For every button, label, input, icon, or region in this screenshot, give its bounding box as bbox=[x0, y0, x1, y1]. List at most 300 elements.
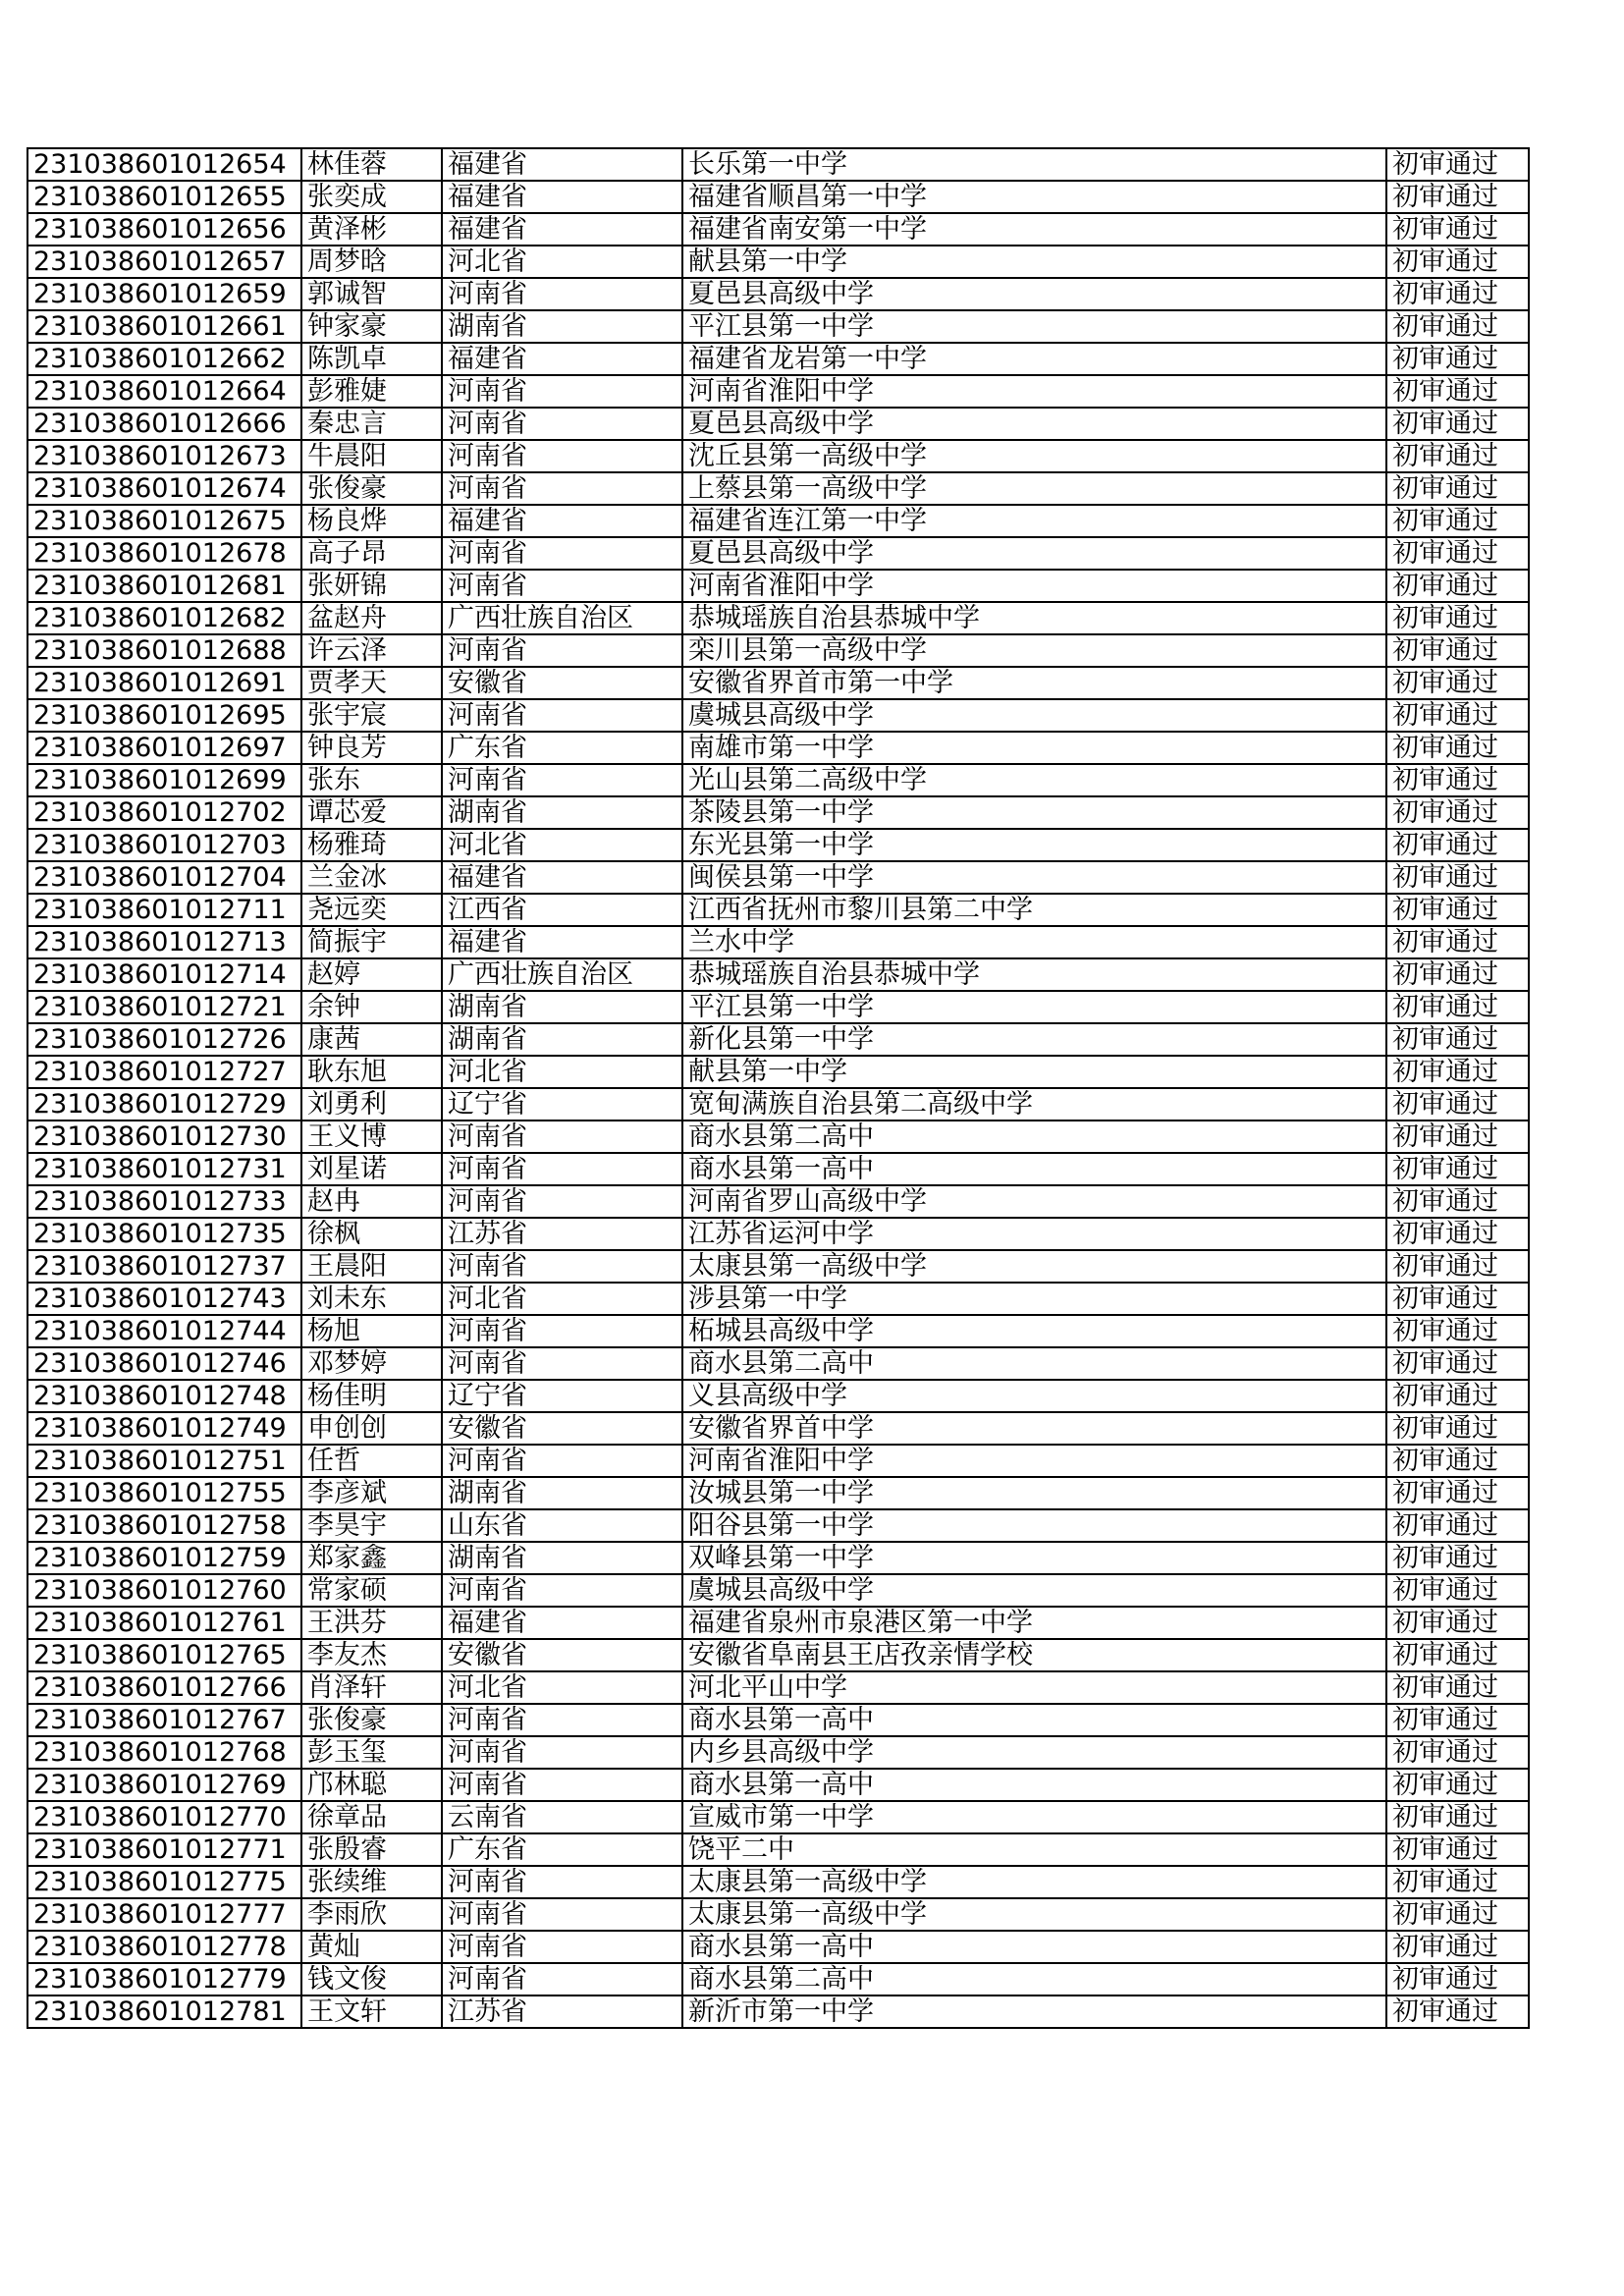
id-cell: 231038601012704 bbox=[27, 861, 301, 894]
id-cell: 231038601012775 bbox=[27, 1866, 301, 1898]
school-cell: 涉县第一中学 bbox=[682, 1283, 1386, 1315]
province-cell: 广西壮族自治区 bbox=[442, 602, 682, 634]
province-cell: 河北省 bbox=[442, 1671, 682, 1704]
school-cell: 长乐第一中学 bbox=[682, 148, 1386, 181]
province-cell: 河南省 bbox=[442, 1866, 682, 1898]
status-cell: 初审通过 bbox=[1386, 1056, 1529, 1088]
province-cell: 江苏省 bbox=[442, 1995, 682, 2028]
status-cell: 初审通过 bbox=[1386, 1412, 1529, 1445]
school-cell: 虞城县高级中学 bbox=[682, 1574, 1386, 1607]
id-cell: 231038601012655 bbox=[27, 181, 301, 213]
name-cell: 黄灿 bbox=[301, 1931, 442, 1963]
name-cell: 张殷睿 bbox=[301, 1833, 442, 1866]
school-cell: 柘城县高级中学 bbox=[682, 1315, 1386, 1347]
table-row bbox=[27, 570, 1529, 602]
province-cell: 河北省 bbox=[442, 829, 682, 861]
school-cell: 福建省泉州市泉港区第一中学 bbox=[682, 1607, 1386, 1639]
school-cell: 上蔡县第一高级中学 bbox=[682, 472, 1386, 505]
status-cell: 初审通过 bbox=[1386, 278, 1529, 310]
table-row bbox=[27, 1477, 1529, 1509]
status-cell: 初审通过 bbox=[1386, 1023, 1529, 1056]
status-cell: 初审通过 bbox=[1386, 246, 1529, 278]
id-cell: 231038601012770 bbox=[27, 1801, 301, 1833]
table-row bbox=[27, 1380, 1529, 1412]
table-row bbox=[27, 408, 1529, 440]
province-cell: 河南省 bbox=[442, 375, 682, 408]
status-cell: 初审通过 bbox=[1386, 1121, 1529, 1153]
table-row bbox=[27, 1542, 1529, 1574]
school-cell: 东光县第一中学 bbox=[682, 829, 1386, 861]
table-row bbox=[27, 1833, 1529, 1866]
name-cell: 王文轩 bbox=[301, 1995, 442, 2028]
school-cell: 兰水中学 bbox=[682, 926, 1386, 958]
id-cell: 231038601012751 bbox=[27, 1445, 301, 1477]
school-cell: 河南省淮阳中学 bbox=[682, 1445, 1386, 1477]
province-cell: 福建省 bbox=[442, 1607, 682, 1639]
id-cell: 231038601012673 bbox=[27, 440, 301, 472]
id-cell: 231038601012781 bbox=[27, 1995, 301, 2028]
table-row bbox=[27, 1866, 1529, 1898]
table-row bbox=[27, 213, 1529, 246]
name-cell: 秦忠言 bbox=[301, 408, 442, 440]
name-cell: 刘星诺 bbox=[301, 1153, 442, 1185]
province-cell: 山东省 bbox=[442, 1509, 682, 1542]
id-cell: 231038601012697 bbox=[27, 732, 301, 764]
name-cell: 张奕成 bbox=[301, 181, 442, 213]
name-cell: 许云泽 bbox=[301, 634, 442, 667]
status-cell: 初审通过 bbox=[1386, 472, 1529, 505]
province-cell: 河南省 bbox=[442, 1574, 682, 1607]
province-cell: 湖南省 bbox=[442, 310, 682, 343]
name-cell: 贾孝天 bbox=[301, 667, 442, 699]
school-cell: 饶平二中 bbox=[682, 1833, 1386, 1866]
name-cell: 郑家鑫 bbox=[301, 1542, 442, 1574]
roster-table-body bbox=[27, 148, 1529, 2028]
status-cell: 初审通过 bbox=[1386, 1769, 1529, 1801]
province-cell: 河南省 bbox=[442, 1315, 682, 1347]
province-cell: 河南省 bbox=[442, 1736, 682, 1769]
status-cell: 初审通过 bbox=[1386, 991, 1529, 1023]
table-row bbox=[27, 1185, 1529, 1218]
table-row bbox=[27, 602, 1529, 634]
school-cell: 双峰县第一中学 bbox=[682, 1542, 1386, 1574]
table-row bbox=[27, 1445, 1529, 1477]
id-cell: 231038601012657 bbox=[27, 246, 301, 278]
table-row bbox=[27, 699, 1529, 732]
school-cell: 江西省抚州市黎川县第二中学 bbox=[682, 894, 1386, 926]
province-cell: 安徽省 bbox=[442, 1412, 682, 1445]
status-cell: 初审通过 bbox=[1386, 1445, 1529, 1477]
school-cell: 新化县第一中学 bbox=[682, 1023, 1386, 1056]
school-cell: 宽甸满族自治县第二高级中学 bbox=[682, 1088, 1386, 1121]
school-cell: 河南省罗山高级中学 bbox=[682, 1185, 1386, 1218]
id-cell: 231038601012769 bbox=[27, 1769, 301, 1801]
province-cell: 辽宁省 bbox=[442, 1380, 682, 1412]
school-cell: 福建省南安第一中学 bbox=[682, 213, 1386, 246]
status-cell: 初审通过 bbox=[1386, 1088, 1529, 1121]
province-cell: 福建省 bbox=[442, 505, 682, 537]
id-cell: 231038601012779 bbox=[27, 1963, 301, 1995]
status-cell: 初审通过 bbox=[1386, 1736, 1529, 1769]
province-cell: 湖南省 bbox=[442, 796, 682, 829]
name-cell: 王晨阳 bbox=[301, 1250, 442, 1283]
name-cell: 张俊豪 bbox=[301, 1704, 442, 1736]
status-cell: 初审通过 bbox=[1386, 1995, 1529, 2028]
status-cell: 初审通过 bbox=[1386, 667, 1529, 699]
roster-table bbox=[27, 147, 1530, 2029]
school-cell: 义县高级中学 bbox=[682, 1380, 1386, 1412]
school-cell: 夏邑县高级中学 bbox=[682, 537, 1386, 570]
id-cell: 231038601012674 bbox=[27, 472, 301, 505]
table-row bbox=[27, 1412, 1529, 1445]
status-cell: 初审通过 bbox=[1386, 958, 1529, 991]
status-cell: 初审通过 bbox=[1386, 1185, 1529, 1218]
school-cell: 南雄市第一中学 bbox=[682, 732, 1386, 764]
status-cell: 初审通过 bbox=[1386, 375, 1529, 408]
status-cell: 初审通过 bbox=[1386, 796, 1529, 829]
province-cell: 河南省 bbox=[442, 472, 682, 505]
id-cell: 231038601012675 bbox=[27, 505, 301, 537]
status-cell: 初审通过 bbox=[1386, 408, 1529, 440]
table-row bbox=[27, 732, 1529, 764]
province-cell: 福建省 bbox=[442, 148, 682, 181]
school-cell: 恭城瑶族自治县恭城中学 bbox=[682, 958, 1386, 991]
province-cell: 广东省 bbox=[442, 1833, 682, 1866]
id-cell: 231038601012759 bbox=[27, 1542, 301, 1574]
table-row bbox=[27, 1671, 1529, 1704]
province-cell: 河南省 bbox=[442, 278, 682, 310]
school-cell: 商水县第二高中 bbox=[682, 1963, 1386, 1995]
name-cell: 刘未东 bbox=[301, 1283, 442, 1315]
school-cell: 安徽省界首市第一中学 bbox=[682, 667, 1386, 699]
id-cell: 231038601012711 bbox=[27, 894, 301, 926]
id-cell: 231038601012767 bbox=[27, 1704, 301, 1736]
name-cell: 杨旭 bbox=[301, 1315, 442, 1347]
province-cell: 河南省 bbox=[442, 570, 682, 602]
school-cell: 福建省龙岩第一中学 bbox=[682, 343, 1386, 375]
name-cell: 刘勇利 bbox=[301, 1088, 442, 1121]
id-cell: 231038601012695 bbox=[27, 699, 301, 732]
table-row bbox=[27, 343, 1529, 375]
id-cell: 231038601012729 bbox=[27, 1088, 301, 1121]
id-cell: 231038601012735 bbox=[27, 1218, 301, 1250]
table-row bbox=[27, 1218, 1529, 1250]
table-row bbox=[27, 1801, 1529, 1833]
status-cell: 初审通过 bbox=[1386, 602, 1529, 634]
name-cell: 高子昂 bbox=[301, 537, 442, 570]
school-cell: 夏邑县高级中学 bbox=[682, 278, 1386, 310]
id-cell: 231038601012654 bbox=[27, 148, 301, 181]
table-row bbox=[27, 1898, 1529, 1931]
id-cell: 231038601012760 bbox=[27, 1574, 301, 1607]
name-cell: 王洪芬 bbox=[301, 1607, 442, 1639]
id-cell: 231038601012691 bbox=[27, 667, 301, 699]
status-cell: 初审通过 bbox=[1386, 148, 1529, 181]
school-cell: 商水县第一高中 bbox=[682, 1153, 1386, 1185]
id-cell: 231038601012656 bbox=[27, 213, 301, 246]
name-cell: 杨雅琦 bbox=[301, 829, 442, 861]
name-cell: 郭诚智 bbox=[301, 278, 442, 310]
name-cell: 张俊豪 bbox=[301, 472, 442, 505]
school-cell: 平江县第一中学 bbox=[682, 991, 1386, 1023]
name-cell: 杨良烨 bbox=[301, 505, 442, 537]
province-cell: 湖南省 bbox=[442, 991, 682, 1023]
province-cell: 湖南省 bbox=[442, 1477, 682, 1509]
province-cell: 云南省 bbox=[442, 1801, 682, 1833]
id-cell: 231038601012755 bbox=[27, 1477, 301, 1509]
table-row bbox=[27, 1607, 1529, 1639]
status-cell: 初审通过 bbox=[1386, 1509, 1529, 1542]
name-cell: 兰金冰 bbox=[301, 861, 442, 894]
id-cell: 231038601012731 bbox=[27, 1153, 301, 1185]
name-cell: 李友杰 bbox=[301, 1639, 442, 1671]
table-row bbox=[27, 1315, 1529, 1347]
school-cell: 商水县第二高中 bbox=[682, 1347, 1386, 1380]
province-cell: 河南省 bbox=[442, 1704, 682, 1736]
name-cell: 彭玉玺 bbox=[301, 1736, 442, 1769]
status-cell: 初审通过 bbox=[1386, 699, 1529, 732]
province-cell: 河南省 bbox=[442, 764, 682, 796]
table-row bbox=[27, 1574, 1529, 1607]
province-cell: 河南省 bbox=[442, 1185, 682, 1218]
name-cell: 张宇宸 bbox=[301, 699, 442, 732]
school-cell: 内乡县高级中学 bbox=[682, 1736, 1386, 1769]
province-cell: 广西壮族自治区 bbox=[442, 958, 682, 991]
name-cell: 黄泽彬 bbox=[301, 213, 442, 246]
id-cell: 231038601012746 bbox=[27, 1347, 301, 1380]
province-cell: 河南省 bbox=[442, 1153, 682, 1185]
school-cell: 阳谷县第一中学 bbox=[682, 1509, 1386, 1542]
province-cell: 福建省 bbox=[442, 213, 682, 246]
school-cell: 江苏省运河中学 bbox=[682, 1218, 1386, 1250]
id-cell: 231038601012664 bbox=[27, 375, 301, 408]
name-cell: 张续维 bbox=[301, 1866, 442, 1898]
province-cell: 河南省 bbox=[442, 1250, 682, 1283]
table-row bbox=[27, 1639, 1529, 1671]
table-row bbox=[27, 796, 1529, 829]
province-cell: 河南省 bbox=[442, 1963, 682, 1995]
status-cell: 初审通过 bbox=[1386, 537, 1529, 570]
status-cell: 初审通过 bbox=[1386, 764, 1529, 796]
school-cell: 太康县第一高级中学 bbox=[682, 1250, 1386, 1283]
status-cell: 初审通过 bbox=[1386, 181, 1529, 213]
province-cell: 江西省 bbox=[442, 894, 682, 926]
table-row bbox=[27, 894, 1529, 926]
id-cell: 231038601012702 bbox=[27, 796, 301, 829]
name-cell: 李彦斌 bbox=[301, 1477, 442, 1509]
table-row bbox=[27, 1509, 1529, 1542]
status-cell: 初审通过 bbox=[1386, 440, 1529, 472]
school-cell: 商水县第一高中 bbox=[682, 1704, 1386, 1736]
table-row bbox=[27, 375, 1529, 408]
status-cell: 初审通过 bbox=[1386, 1639, 1529, 1671]
school-cell: 商水县第一高中 bbox=[682, 1931, 1386, 1963]
table-row bbox=[27, 1088, 1529, 1121]
table-row bbox=[27, 246, 1529, 278]
province-cell: 河南省 bbox=[442, 1347, 682, 1380]
school-cell: 河南省淮阳中学 bbox=[682, 375, 1386, 408]
id-cell: 231038601012662 bbox=[27, 343, 301, 375]
table-row bbox=[27, 472, 1529, 505]
id-cell: 231038601012765 bbox=[27, 1639, 301, 1671]
table-row bbox=[27, 1056, 1529, 1088]
province-cell: 福建省 bbox=[442, 181, 682, 213]
school-cell: 安徽省界首中学 bbox=[682, 1412, 1386, 1445]
name-cell: 盆赵舟 bbox=[301, 602, 442, 634]
school-cell: 献县第一中学 bbox=[682, 1056, 1386, 1088]
school-cell: 宣威市第一中学 bbox=[682, 1801, 1386, 1833]
name-cell: 赵冉 bbox=[301, 1185, 442, 1218]
table-row bbox=[27, 667, 1529, 699]
school-cell: 献县第一中学 bbox=[682, 246, 1386, 278]
status-cell: 初审通过 bbox=[1386, 1153, 1529, 1185]
province-cell: 河北省 bbox=[442, 1056, 682, 1088]
status-cell: 初审通过 bbox=[1386, 926, 1529, 958]
name-cell: 钟家豪 bbox=[301, 310, 442, 343]
name-cell: 尧远奕 bbox=[301, 894, 442, 926]
id-cell: 231038601012748 bbox=[27, 1380, 301, 1412]
name-cell: 张妍锦 bbox=[301, 570, 442, 602]
table-row bbox=[27, 1347, 1529, 1380]
school-cell: 栾川县第一高级中学 bbox=[682, 634, 1386, 667]
status-cell: 初审通过 bbox=[1386, 732, 1529, 764]
id-cell: 231038601012743 bbox=[27, 1283, 301, 1315]
province-cell: 福建省 bbox=[442, 861, 682, 894]
status-cell: 初审通过 bbox=[1386, 343, 1529, 375]
name-cell: 耿东旭 bbox=[301, 1056, 442, 1088]
table-row bbox=[27, 1995, 1529, 2028]
table-row bbox=[27, 1121, 1529, 1153]
table-row bbox=[27, 1736, 1529, 1769]
name-cell: 周梦晗 bbox=[301, 246, 442, 278]
name-cell: 李昊宇 bbox=[301, 1509, 442, 1542]
table-row bbox=[27, 1963, 1529, 1995]
school-cell: 福建省顺昌第一中学 bbox=[682, 181, 1386, 213]
id-cell: 231038601012771 bbox=[27, 1833, 301, 1866]
school-cell: 虞城县高级中学 bbox=[682, 699, 1386, 732]
name-cell: 任哲 bbox=[301, 1445, 442, 1477]
id-cell: 231038601012703 bbox=[27, 829, 301, 861]
status-cell: 初审通过 bbox=[1386, 1963, 1529, 1995]
province-cell: 河南省 bbox=[442, 440, 682, 472]
id-cell: 231038601012778 bbox=[27, 1931, 301, 1963]
table-row bbox=[27, 537, 1529, 570]
name-cell: 邓梦婷 bbox=[301, 1347, 442, 1380]
table-row bbox=[27, 1283, 1529, 1315]
status-cell: 初审通过 bbox=[1386, 310, 1529, 343]
status-cell: 初审通过 bbox=[1386, 1574, 1529, 1607]
status-cell: 初审通过 bbox=[1386, 1218, 1529, 1250]
school-cell: 河北平山中学 bbox=[682, 1671, 1386, 1704]
table-row bbox=[27, 764, 1529, 796]
name-cell: 肖泽轩 bbox=[301, 1671, 442, 1704]
status-cell: 初审通过 bbox=[1386, 1931, 1529, 1963]
province-cell: 福建省 bbox=[442, 343, 682, 375]
school-cell: 平江县第一中学 bbox=[682, 310, 1386, 343]
status-cell: 初审通过 bbox=[1386, 1477, 1529, 1509]
id-cell: 231038601012768 bbox=[27, 1736, 301, 1769]
province-cell: 河北省 bbox=[442, 1283, 682, 1315]
province-cell: 河南省 bbox=[442, 1931, 682, 1963]
school-cell: 汝城县第一中学 bbox=[682, 1477, 1386, 1509]
table-row bbox=[27, 1250, 1529, 1283]
name-cell: 谭芯爱 bbox=[301, 796, 442, 829]
id-cell: 231038601012749 bbox=[27, 1412, 301, 1445]
province-cell: 河南省 bbox=[442, 537, 682, 570]
id-cell: 231038601012744 bbox=[27, 1315, 301, 1347]
table-row bbox=[27, 1704, 1529, 1736]
name-cell: 简振宇 bbox=[301, 926, 442, 958]
status-cell: 初审通过 bbox=[1386, 1380, 1529, 1412]
school-cell: 福建省连江第一中学 bbox=[682, 505, 1386, 537]
id-cell: 231038601012699 bbox=[27, 764, 301, 796]
province-cell: 河南省 bbox=[442, 634, 682, 667]
id-cell: 231038601012777 bbox=[27, 1898, 301, 1931]
id-cell: 231038601012681 bbox=[27, 570, 301, 602]
status-cell: 初审通过 bbox=[1386, 505, 1529, 537]
table-row bbox=[27, 1023, 1529, 1056]
status-cell: 初审通过 bbox=[1386, 1898, 1529, 1931]
status-cell: 初审通过 bbox=[1386, 1347, 1529, 1380]
school-cell: 茶陵县第一中学 bbox=[682, 796, 1386, 829]
name-cell: 张东 bbox=[301, 764, 442, 796]
table-row bbox=[27, 278, 1529, 310]
name-cell: 王义博 bbox=[301, 1121, 442, 1153]
status-cell: 初审通过 bbox=[1386, 570, 1529, 602]
status-cell: 初审通过 bbox=[1386, 1704, 1529, 1736]
province-cell: 安徽省 bbox=[442, 1639, 682, 1671]
status-cell: 初审通过 bbox=[1386, 1315, 1529, 1347]
id-cell: 231038601012726 bbox=[27, 1023, 301, 1056]
id-cell: 231038601012713 bbox=[27, 926, 301, 958]
name-cell: 康茜 bbox=[301, 1023, 442, 1056]
province-cell: 河南省 bbox=[442, 1121, 682, 1153]
status-cell: 初审通过 bbox=[1386, 1283, 1529, 1315]
id-cell: 231038601012659 bbox=[27, 278, 301, 310]
province-cell: 湖南省 bbox=[442, 1023, 682, 1056]
province-cell: 河南省 bbox=[442, 1898, 682, 1931]
school-cell: 商水县第二高中 bbox=[682, 1121, 1386, 1153]
school-cell: 恭城瑶族自治县恭城中学 bbox=[682, 602, 1386, 634]
province-cell: 福建省 bbox=[442, 926, 682, 958]
id-cell: 231038601012758 bbox=[27, 1509, 301, 1542]
status-cell: 初审通过 bbox=[1386, 213, 1529, 246]
status-cell: 初审通过 bbox=[1386, 829, 1529, 861]
school-cell: 夏邑县高级中学 bbox=[682, 408, 1386, 440]
status-cell: 初审通过 bbox=[1386, 1833, 1529, 1866]
id-cell: 231038601012761 bbox=[27, 1607, 301, 1639]
status-cell: 初审通过 bbox=[1386, 1671, 1529, 1704]
status-cell: 初审通过 bbox=[1386, 1250, 1529, 1283]
status-cell: 初审通过 bbox=[1386, 1607, 1529, 1639]
name-cell: 林佳蓉 bbox=[301, 148, 442, 181]
name-cell: 钱文俊 bbox=[301, 1963, 442, 1995]
id-cell: 231038601012721 bbox=[27, 991, 301, 1023]
name-cell: 彭雅婕 bbox=[301, 375, 442, 408]
table-row bbox=[27, 991, 1529, 1023]
table-row bbox=[27, 181, 1529, 213]
school-cell: 太康县第一高级中学 bbox=[682, 1898, 1386, 1931]
table-row bbox=[27, 1769, 1529, 1801]
school-cell: 沈丘县第一高级中学 bbox=[682, 440, 1386, 472]
province-cell: 河南省 bbox=[442, 699, 682, 732]
school-cell: 光山县第二高级中学 bbox=[682, 764, 1386, 796]
name-cell: 申创创 bbox=[301, 1412, 442, 1445]
name-cell: 余钟 bbox=[301, 991, 442, 1023]
province-cell: 河北省 bbox=[442, 246, 682, 278]
school-cell: 商水县第一高中 bbox=[682, 1769, 1386, 1801]
province-cell: 河南省 bbox=[442, 1769, 682, 1801]
